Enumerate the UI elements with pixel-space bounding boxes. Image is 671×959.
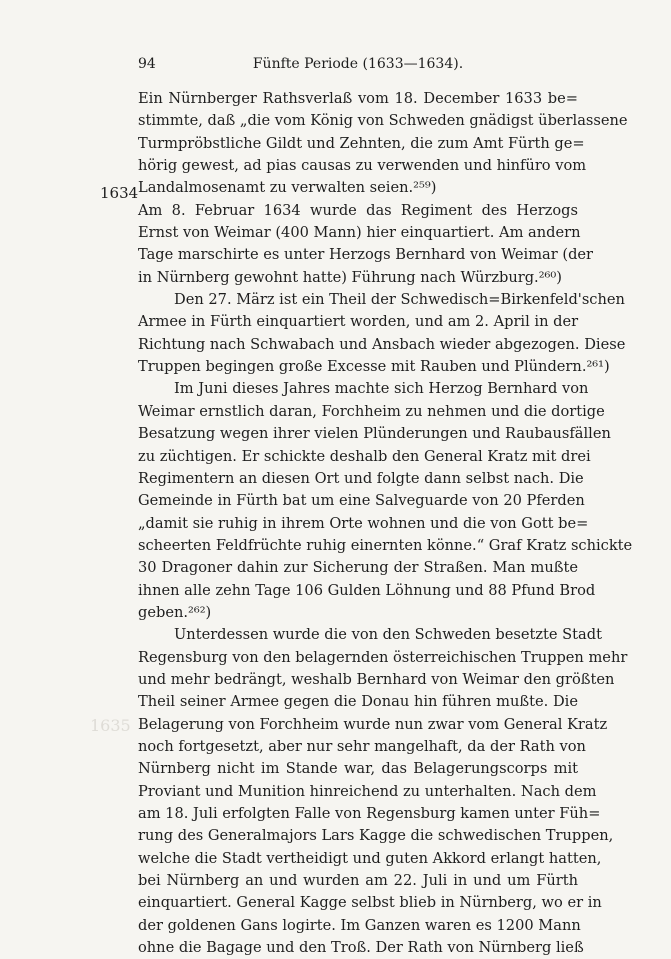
body-text [138, 88, 633, 959]
text-line: bei Nürnberg an und wurden am 22. Juli in und um Fürth [138, 872, 578, 890]
text-line: stimmte, daß „die vom König von Schweden gnädigst überlassene [138, 112, 628, 130]
text-line: Landalmosenamt zu verwalten seien.²⁵⁹) [138, 179, 437, 197]
text-line: Armee in Fürth einquartiert worden, und am 2. April in der [138, 313, 579, 331]
running-head: Fünfte Periode (1633—1634). [252, 56, 464, 72]
text-line: 30 Dragoner dahin zur Sicherung der Straßen. Man mußte [138, 559, 578, 577]
text-line: Regensburg von den belagernden österreichischen Truppen mehr [138, 648, 628, 666]
text-line: rung des Generalmajors Lars Kagge die schwedischen Truppen, [138, 827, 614, 845]
text-line: einquartiert. General Kagge selbst blieb in Nürnberg, wo er in [138, 894, 602, 912]
text-line: der goldenen Gans logirte. Im Ganzen waren es 1200 Mann [138, 916, 581, 934]
text-line: Proviant und Munition hinreichend zu unterhalten. Nach dem [138, 782, 597, 800]
text-line: hörig gewest, ad pias causas zu verwenden und hinfüro vom [138, 157, 587, 175]
text-line: Truppen begingen große Excesse mit Rauben und Plündern.²⁶¹) [138, 358, 610, 376]
text-line: Unterdessen wurde die von den Schweden besetzte Stadt [174, 626, 602, 644]
text-line: noch fortgesetzt, aber nur sehr mangelhaft, da der Rath von [138, 737, 586, 755]
text-line: welche die Stadt vertheidigt und guten Akkord erlangt hatten, [138, 849, 602, 867]
text-line: ihnen alle zehn Tage 106 Gulden Löhnung und 88 Pfund Brod [138, 581, 596, 599]
text-line: geben.²⁶²) [138, 603, 212, 621]
text-line: Im Juni dieses Jahres machte sich Herzog Bernhard von [174, 380, 589, 398]
margin-year-note: 1634 [100, 184, 139, 202]
text-line: Belagerung von Forchheim wurde nun zwar vom General Kratz [138, 715, 608, 733]
text-line: Tage marschirte es unter Herzogs Bernhard von Weimar (der [138, 246, 594, 264]
bleed-through-year: 1635 [90, 716, 131, 735]
page-number: 94 [138, 56, 156, 72]
text-line: Richtung nach Schwabach und Ansbach wieder abgezogen. Diese [138, 335, 626, 353]
text-line: Am 8. Februar 1634 wurde das Regiment des Herzogs [138, 201, 578, 219]
text-line: Regimentern an diesen Ort und folgte dann selbst nach. Die [138, 469, 584, 487]
text-line: und mehr bedrängt, weshalb Bernhard von Weimar den größten [138, 670, 615, 688]
text-line: in Nürnberg gewohnt hatte) Führung nach Würzburg.²⁶⁰) [138, 268, 562, 286]
text-line: am 18. Juli erfolgten Falle von Regensburg kamen unter Füh= [138, 805, 601, 822]
page-header [138, 56, 578, 78]
text-line: Weimar ernstlich daran, Forchheim zu nehmen und die dortige [138, 402, 605, 420]
text-line: ohne die Bagage und den Troß. Der Rath von Nürnberg ließ [138, 939, 584, 957]
text-line: Theil seiner Armee gegen die Donau hin führen mußte. Die [138, 693, 578, 711]
text-line: Ein Nürnberger Rathsverlaß vom 18. December 1633 be= [138, 90, 578, 107]
text-line: Gemeinde in Fürth bat um eine Salveguarde von 20 Pferden [138, 492, 585, 510]
text-line: zu züchtigen. Er schickte deshalb den General Kratz mit drei [138, 447, 591, 465]
text-line: scheerten Feldfrüchte ruhig einernten könne.“ Graf Kratz schickte [138, 536, 633, 554]
text-line: Turmpröbstliche Gildt und Zehnten, die zum Amt Fürth ge= [138, 134, 585, 152]
text-line: Ernst von Weimar (400 Mann) hier einquartiert. Am andern [138, 224, 581, 242]
text-line: Den 27. März ist ein Theil der Schwedisch=Birkenfeld'schen [174, 291, 625, 309]
text-line: Nürnberg nicht im Stande war, das Belagerungscorps mit [138, 760, 578, 778]
text-line: „damit sie ruhig in ihrem Orte wohnen und die von Gott be= [138, 514, 589, 532]
text-line: Besatzung wegen ihrer vielen Plünderungen und Raubausfällen [138, 425, 611, 443]
